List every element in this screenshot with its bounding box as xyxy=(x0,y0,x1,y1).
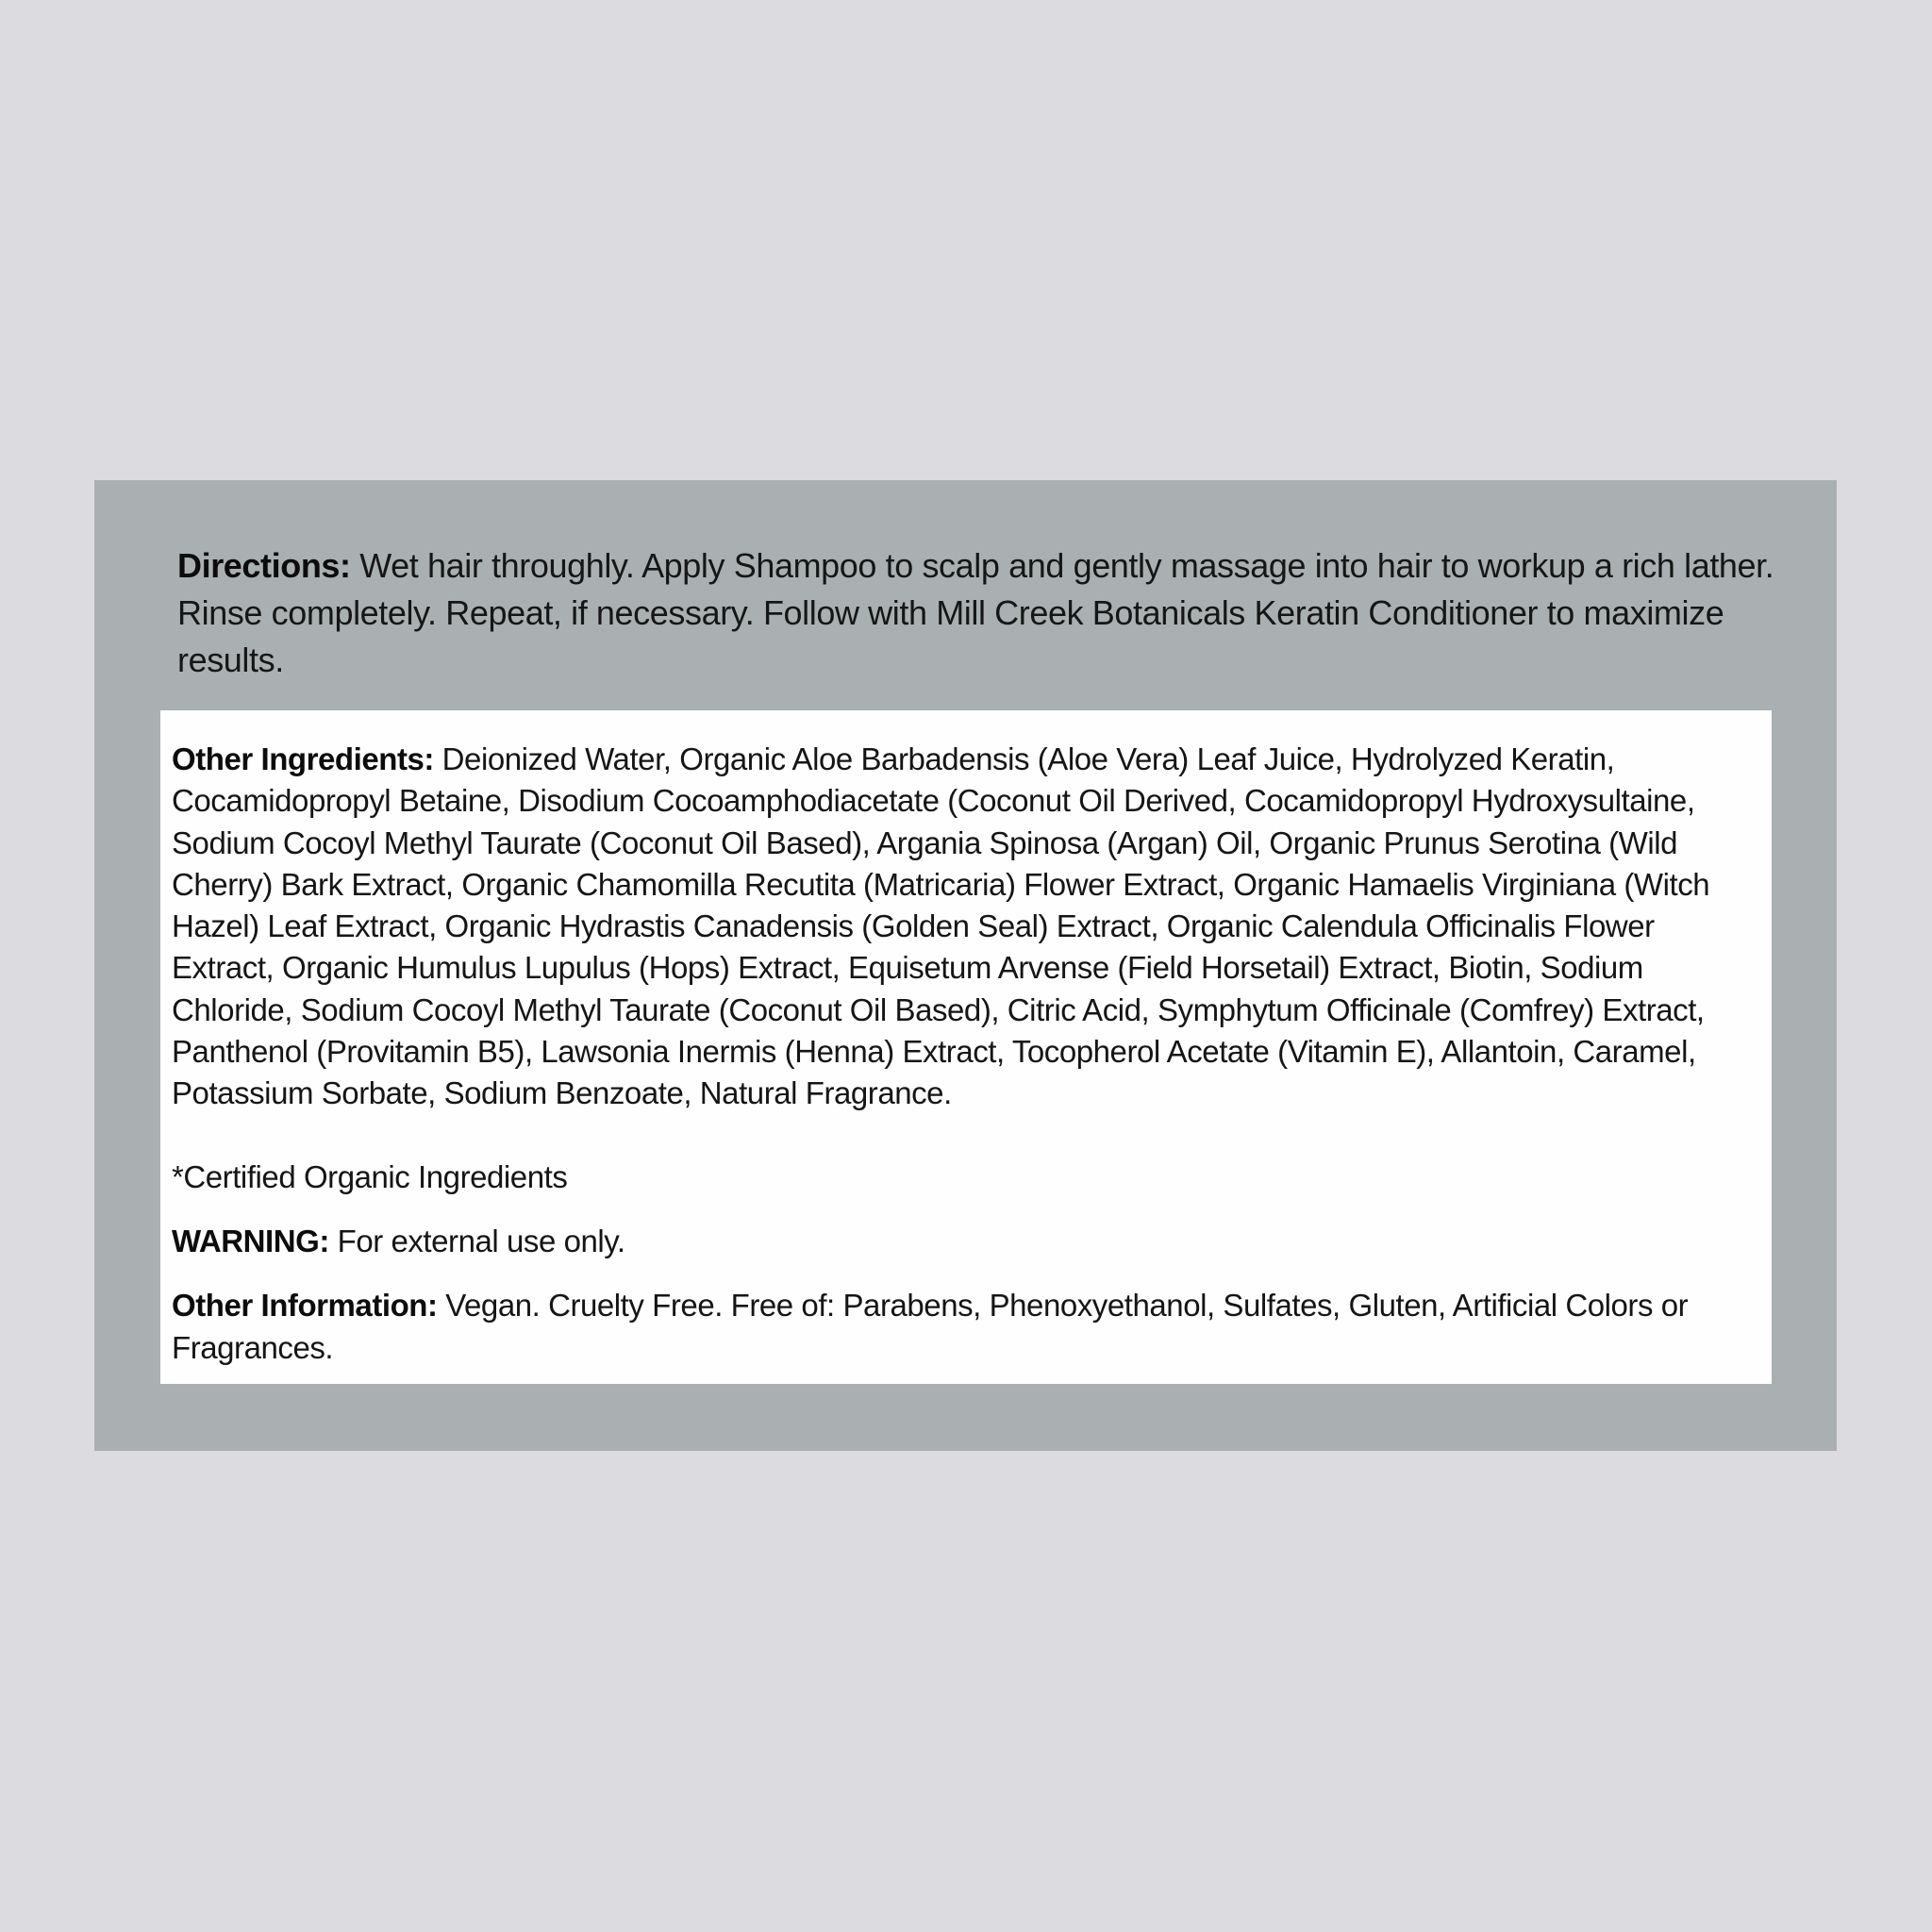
other-information-text: Vegan. Cruelty Free. Free of: Parabens, Phenoxyethanol, Sulfates, Gluten, Artificial Colors or Fragrances. xyxy=(172,1288,1689,1365)
other-information-label: Other Information: xyxy=(172,1288,438,1324)
warning-text: For external use only. xyxy=(328,1223,625,1258)
other-information-paragraph xyxy=(172,1285,1753,1369)
directions-paragraph xyxy=(177,542,1781,684)
ingredients-paragraph xyxy=(172,739,1753,1115)
directions-label: Directions: xyxy=(177,546,351,585)
ingredients-label: Other Ingredients: xyxy=(172,741,434,776)
certified-organic-note: *Certified Organic Ingredients xyxy=(172,1158,568,1194)
warning-label: WARNING: xyxy=(172,1223,329,1258)
ingredients-text: Deionized Water, Organic Aloe Barbadensis (Aloe Vera) Leaf Juice, Hydrolyzed Keratin, Cocamidopropyl Betaine, Disodium Cocoamphodiacetate (Coconut Oil Derived, Cocamidopropyl Hydroxysultaine, Sodium Cocoyl Methyl Taurate (Coconut Oil Based), Argania Spinosa (Argan) Oil, Organic Prunus Serotina (Wild Cherry) Bark Extract, Organic Chamomilla Recutita (Matricaria) Flower Extract, Organic Hamaelis Virginiana (Witch Hazel) Leaf Extract, Organic Hydrastis Canadensis (Golden Seal) Extract, Organic Calendula Officinalis Flower Extract, Organic Humulus Lupulus (Hops) Extract, Equisetum Arvense (Field Horsetail) Extract, Biotin, Sodium Chloride, Sodium Cocoyl Methyl Taurate (Coconut Oil Based), Citric Acid, Symphytum Officinale (Comfrey) Extract, Panthenol (Provitamin B5), Lawsonia Inermis (Henna) Extract, Tocopherol Acetate (Vitamin E), Allantoin, Caramel, Potassium Sorbate, Sodium Benzoate, Natural Fragrance. xyxy=(172,741,1710,1111)
warning-paragraph xyxy=(172,1221,1753,1262)
ingredients-info-box xyxy=(160,710,1772,1384)
directions-text: Wet hair throughly. Apply Shampoo to scalp and gently massage into hair to workup a rich lather. Rinse completely. Repeat, if necessary. Follow with Mill Creek Botanicals Keratin Conditioner to maximize results. xyxy=(177,546,1774,679)
